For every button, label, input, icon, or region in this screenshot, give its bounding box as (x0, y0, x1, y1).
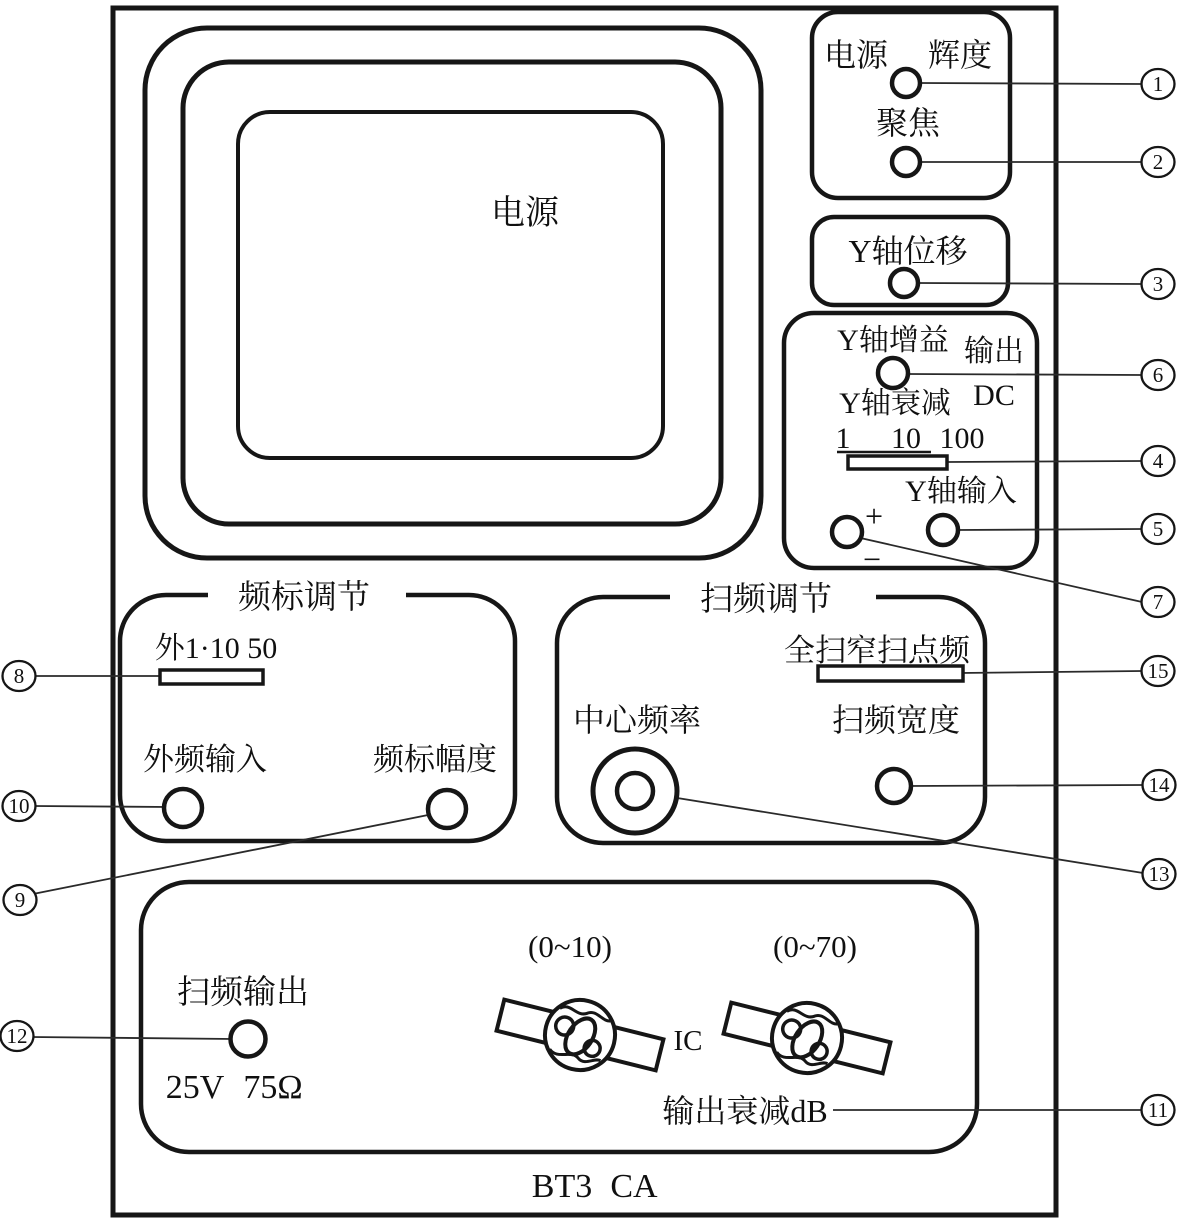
callout-8-num: 8 (13, 664, 25, 688)
output-label: 输出 (964, 335, 1024, 368)
callout-9-num: 9 (14, 888, 26, 912)
marker-panel-title: 频标调节 (238, 580, 370, 616)
sweep-width-label: 扫频宽度 (831, 702, 961, 738)
dc-label: DC (973, 379, 1015, 412)
callout-line-15 (960, 671, 1142, 673)
callout-1-num: 1 (1152, 72, 1164, 96)
sweep-output-jack (231, 1022, 266, 1057)
callout-4-num: 4 (1152, 449, 1164, 473)
model-label-suffix: CA (610, 1168, 658, 1205)
callout-line-3 (918, 283, 1142, 284)
callout-line-10 (34, 806, 170, 807)
marker-amplitude-label: 频标幅度 (373, 742, 497, 777)
y-atten-tick-100: 100 (939, 422, 985, 455)
attenuator-body (538, 993, 623, 1078)
polarity-jack (832, 517, 862, 547)
marker-amplitude-knob (428, 790, 466, 828)
attenuator-knob-0-70 (719, 984, 895, 1092)
output-atten-db-label: 输出衰减dB (662, 1093, 828, 1129)
sweep-mode-label: 全扫窄扫点频 (784, 633, 970, 668)
ic-label: IC (673, 1025, 703, 1057)
callout-5-num: 5 (1152, 517, 1164, 541)
plus-label: + (864, 498, 884, 534)
callout-2-num: 2 (1152, 150, 1164, 174)
y-atten-tick-1: 1 (835, 422, 851, 455)
sweep-width-knob (877, 769, 911, 803)
focus-label: 聚焦 (875, 105, 941, 141)
rating-impedance-label: 75Ω (243, 1069, 303, 1106)
y-gain-label: Y轴增益 (837, 324, 949, 357)
callout-line-12 (31, 1037, 234, 1039)
sweep-output-label: 扫频输出 (177, 975, 309, 1011)
crt-screen-inner (238, 112, 663, 458)
focus-knob (892, 148, 920, 176)
sweep-mode-slider (818, 666, 963, 681)
center-frequency-label: 中心频率 (572, 702, 702, 738)
callout-10-num: 10 (8, 794, 30, 818)
marker-range-label: 外1·10 50 (154, 632, 278, 665)
callout-6-num: 6 (1152, 363, 1164, 387)
attenuator-range-0-70-label: (0~70) (773, 929, 857, 964)
callout-11-num: 11 (1147, 1098, 1169, 1122)
callout-7-num: 7 (1152, 590, 1164, 614)
y-input-jack (928, 515, 958, 545)
attenuator-body (765, 996, 850, 1081)
callout-line-14 (908, 785, 1143, 786)
callout-line-4 (947, 461, 1142, 462)
center-frequency-knob-hub (617, 773, 653, 809)
y-shift-knob (890, 269, 918, 297)
y-atten-tick-10: 10 (891, 422, 921, 455)
y-gain-knob (878, 358, 908, 388)
ext-freq-input-label: 外频输入 (143, 742, 267, 777)
callout-15-num: 15 (1147, 659, 1169, 683)
y-atten-slider (848, 456, 947, 469)
callout-12-num: 12 (6, 1024, 28, 1048)
rating-voltage-label: 25V (165, 1069, 225, 1106)
y-shift-label: Y轴位移 (848, 233, 968, 269)
crt-label: 电源 (491, 195, 559, 232)
brightness-knob (892, 69, 920, 97)
attenuator-knob-0-10 (492, 981, 668, 1089)
y-atten-label: Y轴衰减 (839, 387, 951, 420)
attenuator-range-0-10-label: (0~10) (528, 929, 612, 964)
power-label: 电源 (823, 37, 889, 73)
callout-line-1 (920, 83, 1142, 84)
marker-range-slider (160, 670, 263, 684)
callout-13-num: 13 (1148, 862, 1170, 886)
callout-line-5 (956, 529, 1142, 530)
callout-14-num: 14 (1148, 773, 1170, 797)
model-label-prefix: BT3 (531, 1168, 593, 1205)
y-input-label: Y轴输入 (905, 475, 1017, 508)
minus-label: − (862, 541, 882, 577)
sweep-panel-title: 扫频调节 (700, 582, 832, 618)
callout-3-num: 3 (1152, 272, 1164, 296)
ext-freq-input-jack (164, 789, 202, 827)
brightness-label: 辉度 (927, 37, 993, 73)
callout-line-6 (908, 374, 1142, 375)
